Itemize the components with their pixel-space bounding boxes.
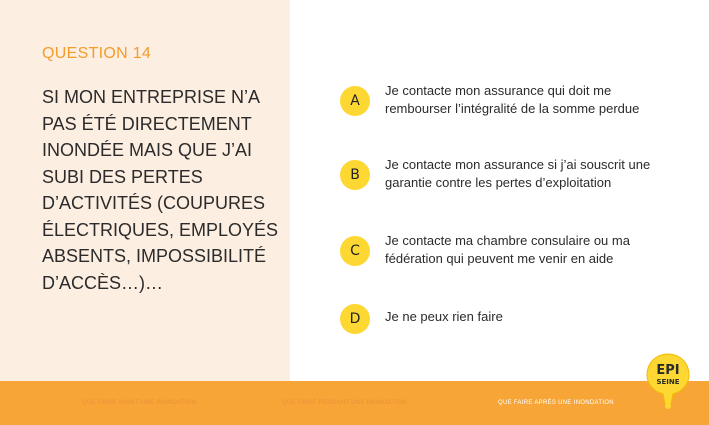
option-b-text: Je contacte mon assurance si j’ai souscrit une garantie contre les pertes d’exploitation: [385, 157, 651, 190]
epi-seine-logo: [645, 352, 691, 410]
logo-text-seine: SEINE: [656, 378, 680, 386]
footer-bar: [0, 381, 709, 425]
option-c-text: Je contacte ma chambre consulaire ou ma fédération qui peuvent me venir en aide: [385, 233, 630, 266]
logo-text-epi: EPI: [656, 363, 680, 378]
option-d-badge[interactable]: D: [340, 304, 370, 334]
question-text: SI MON ENTREPRISE N’A PAS ÉTÉ DIRECTEMENT INONDÉE MAIS QUE J’AI SUBI DES PERTES D’ACTIVITÉS (COUPURES ÉLECTRIQUES, EMPLOYÉS ABSENTS, IMPOSSIBILITÉ D’ACCÈS…)…: [42, 87, 279, 293]
footer-tab-before[interactable]: QUE FAIRE AVANT UNE INONDATION: [82, 400, 197, 406]
option-b[interactable]: [340, 156, 700, 196]
option-a[interactable]: [340, 82, 700, 122]
option-c-badge[interactable]: C: [340, 236, 370, 266]
footer-tab-after[interactable]: QUE FAIRE APRÈS UNE INONDATION: [498, 400, 614, 406]
option-c[interactable]: [340, 232, 700, 272]
option-d[interactable]: [340, 300, 700, 340]
footer-tab-during[interactable]: QUE FAIRE PENDANT UNE INONDATION: [282, 400, 408, 406]
option-b-badge[interactable]: B: [340, 160, 370, 190]
option-d-text: Je ne peux rien faire: [385, 309, 503, 324]
option-a-text: Je contacte mon assurance qui doit me rembourser l’intégralité de la somme perdue: [385, 83, 640, 116]
option-a-badge[interactable]: A: [340, 86, 370, 116]
question-number: QUESTION 14: [42, 45, 152, 62]
